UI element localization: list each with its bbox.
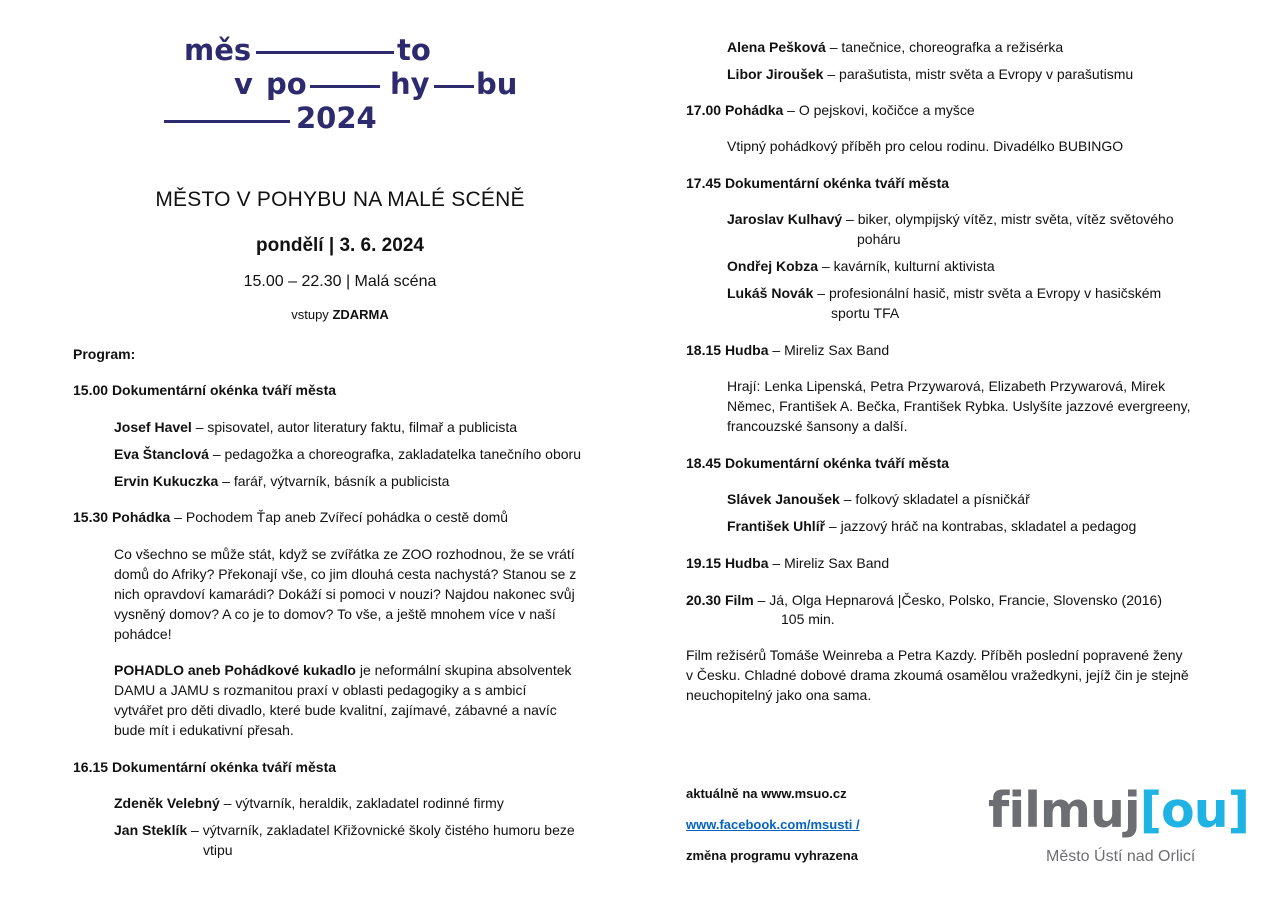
person-entry-cont: vtipu xyxy=(203,842,233,858)
person-entry: Alena Pešková – tanečnice, choreografka a režisérka xyxy=(727,39,1064,55)
brand-bracket: [ou] xyxy=(1139,782,1249,839)
description-line: Co všechno se může stát, když se zvířátka ze ZOO rozhodnou, že se vrátí xyxy=(114,546,575,562)
person-entry: Zdeněk Velebný – výtvarník, heraldik, zakladatel rodinné firmy xyxy=(114,795,504,811)
description-line: Vtipný pohádkový příběh pro celou rodinu. Divadélko BUBINGO xyxy=(727,138,1124,154)
person-entry: Lukáš Novák – profesionální hasič, mistr světa a Evropy v hasičském xyxy=(727,285,1162,301)
brand-city: Město Ústí nad Orlicí xyxy=(1046,848,1196,865)
brand-main: filmuj xyxy=(988,782,1140,839)
logo-line xyxy=(164,120,290,123)
program-label: Program: xyxy=(73,346,136,362)
section-heading: 18.15 Hudba – Mireliz Sax Band xyxy=(686,342,890,358)
section-heading: 17.00 Pohádka – O pejskovi, kočičce a myšce xyxy=(686,102,975,118)
film-duration: 105 min. xyxy=(781,611,835,627)
person-entry: Ondřej Kobza – kavárník, kulturní aktivista xyxy=(727,258,995,274)
description-line: v Česku. Chladné dobové drama zkoumá osamělou vražedkyni, jejíž čin je stejně xyxy=(686,667,1189,683)
description-line: vysněný domov? A co je to domov? To vše, a ještě mnohem více v naší xyxy=(114,606,556,622)
description-line: neuchopitelný jako ona sama. xyxy=(686,687,872,703)
logo-word: 2024 xyxy=(296,101,377,135)
description-line: Němec, František A. Bečka, František Rybka. Uslyšíte jazzové evergreeny, xyxy=(727,398,1191,414)
section-heading: 19.15 Hudba – Mireliz Sax Band xyxy=(686,555,890,571)
entry-free: ZDARMA xyxy=(332,307,389,322)
logo-word: to xyxy=(397,33,431,67)
person-entry-cont: sportu TFA xyxy=(831,305,900,321)
entry-info xyxy=(0,307,680,322)
section-heading: 18.45 Dokumentární okénka tváří města xyxy=(686,455,950,471)
description-line: vytvářet pro děti divadlo, které bude kvalitní, zajímavé, zábavné a navíc xyxy=(114,702,557,718)
section-heading: 16.15 Dokumentární okénka tváří města xyxy=(73,759,337,775)
description-line: DAMU a JAMU s rozmanitou praxí v oblasti pedagogiky a s ambicí xyxy=(114,682,527,698)
logo-line xyxy=(434,85,474,88)
event-time-place: 15.00 – 22.30 | Malá scéna xyxy=(243,273,437,290)
description-line: nich opravdoví kamarádi? Dokáží si pomoci v nouzi? Najdou nakonec svůj xyxy=(114,586,575,602)
page-title: MĚSTO V POHYBU NA MALÉ SCÉNĚ xyxy=(155,188,525,211)
logo-line xyxy=(256,51,394,54)
entry-prefix: vstupy xyxy=(291,307,329,322)
description-line: Film režisérů Tomáše Weinreba a Petra Kazdy. Příběh poslední popravené ženy xyxy=(686,647,1183,663)
person-entry: Josef Havel – spisovatel, autor literatury faktu, filmař a publicista xyxy=(114,419,518,435)
section-heading: 17.45 Dokumentární okénka tváří města xyxy=(686,175,950,191)
description-line: francouzské šansony a další. xyxy=(727,418,908,434)
person-entry: Jaroslav Kulhavý – biker, olympijský vítěz, mistr světa, vítěz světového xyxy=(727,211,1174,227)
description-line: POHADLO aneb Pohádkové kukadlo je neformální skupina absolventek xyxy=(114,662,572,678)
description-line: domů do Afriky? Překonají vše, co jim dlouhá cesta nachystá? Stanou se z xyxy=(114,566,577,582)
filmuj-ou-logo xyxy=(988,782,1249,865)
logo-word: bu xyxy=(476,67,518,101)
event-date: pondělí | 3. 6. 2024 xyxy=(256,235,424,256)
website-note: aktuálně na www.msuo.cz xyxy=(686,786,847,801)
facebook-link[interactable]: www.facebook.com/msusti / xyxy=(686,817,860,832)
person-entry-cont: poháru xyxy=(857,231,901,247)
person-entry: Jan Steklík – výtvarník, zakladatel Křižovnické školy čistého humoru beze xyxy=(114,822,575,838)
person-entry: Slávek Janoušek – folkový skladatel a písničkář xyxy=(727,491,1030,507)
person-entry: Libor Jiroušek – parašutista, mistr světa a Evropy v parašutismu xyxy=(727,66,1134,82)
description-line: bude mít i edukativní přesah. xyxy=(114,722,294,738)
description-line: pohádce! xyxy=(114,626,172,642)
person-entry: Eva Štanclová – pedagožka a choreografka, zakladatelka tanečního oboru xyxy=(114,446,581,462)
logo-word: měs xyxy=(184,33,252,67)
logo-line xyxy=(310,85,380,88)
description-line: Hrají: Lenka Lipenská, Petra Przywarová, Elizabeth Przywarová, Mirek xyxy=(727,378,1166,394)
logo-word: hy xyxy=(390,67,430,101)
person-entry: Ervin Kukuczka – farář, výtvarník, básník a publicista xyxy=(114,473,450,489)
person-entry: František Uhlíř – jazzový hráč na kontrabas, skladatel a pedagog xyxy=(727,518,1137,534)
section-heading: 15.00 Dokumentární okénka tváří města xyxy=(73,382,337,398)
section-heading: 20.30 Film – Já, Olga Hepnarová |Česko, Polsko, Francie, Slovensko (2016) xyxy=(686,592,1163,608)
logo-word: v xyxy=(234,67,253,101)
section-heading: 15.30 Pohádka – Pochodem Ťap aneb Zvířecí pohádka o cestě domů xyxy=(73,509,509,525)
program-change-note: změna programu vyhrazena xyxy=(686,848,858,863)
logo-word: po xyxy=(266,67,307,101)
event-logo xyxy=(164,34,524,144)
